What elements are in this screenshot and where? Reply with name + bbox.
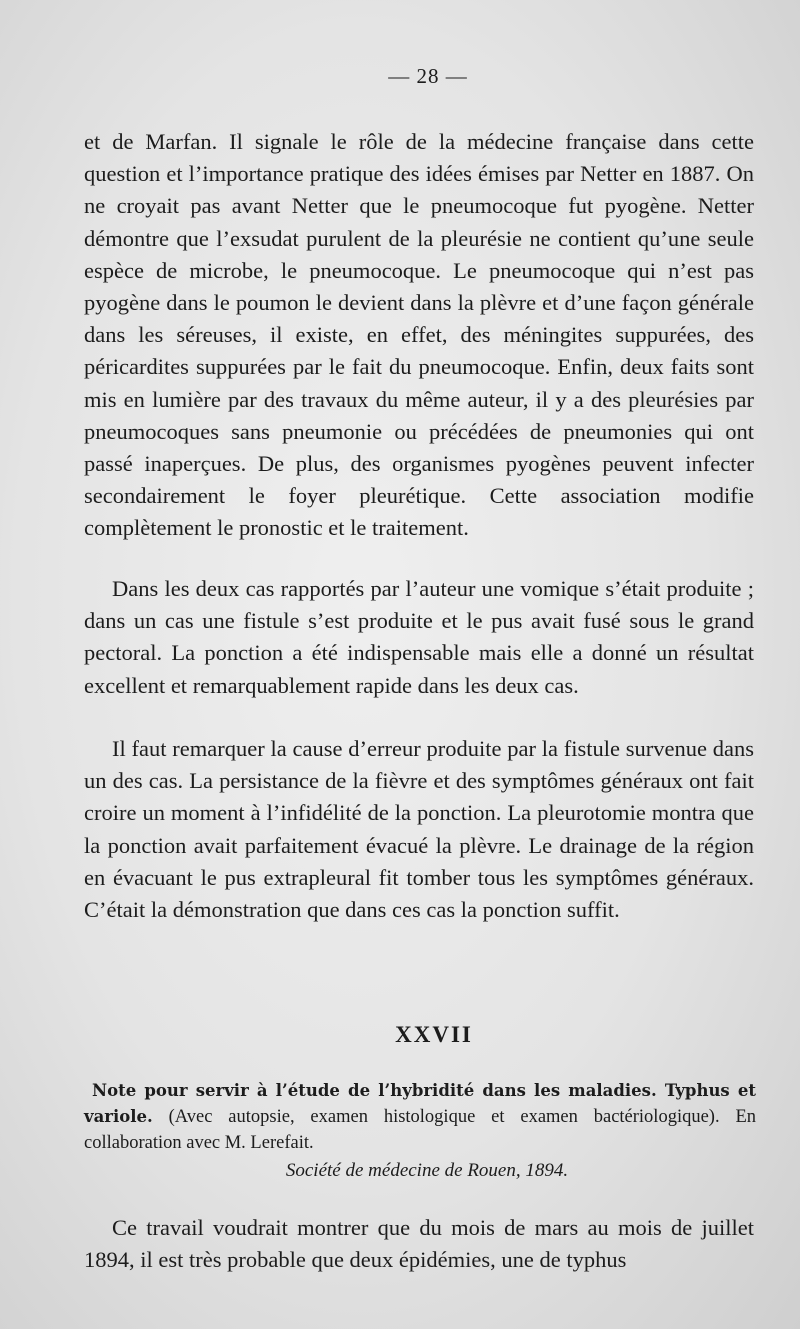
source-citation: Société de médecine de Rouen, 1894. <box>285 1160 569 1181</box>
section-heading: XXVII <box>395 1022 473 1047</box>
note-details: (Avec autopsie, examen histologique et examen bactériologique). En collaboration avec M. Lerefait. <box>84 1107 756 1153</box>
paragraph-1: et de Marfan. Il signale le rôle de la médecine française dans cette question et l’importance pratique des idées émises par Netter en 1887. On ne croyait pas avant Netter que le pneumocoque fut pyogène. Netter démontre que l’exsudat purulent de la pleurésie ne contient qu’une seule espèce de microbe, le pneumocoque. Le pneumocoque qui n’est pas pyogène dans le poumon le devient dans la plèvre et d’une façon générale dans les séreuses, il existe, en effet, des méningites suppurées, des péricardites suppurées par le fait du pneumocoque. Enfin, deux faits sont mis en lumière par des travaux du même auteur, il y a des pleurésies par pneumocoques sans pneumonie ou précédées de pneumonies qui ont passé inaperçues. De plus, des organismes pyogènes peuvent infecter secondairement le foyer pleurétique. Cette association modifie complètement le pronostic et le traitement. <box>84 129 754 541</box>
paragraph-4: Ce travail voudrait montrer que du mois de mars au mois de juillet 1894, il est très probable que deux épidémies, une de typhus <box>84 1215 754 1273</box>
paragraph-2: Dans les deux cas rapportés par l’auteur une vomique s’était produite ; dans un cas une fistule s’est produite et le pus avait fusé sous le grand pectoral. La ponction a été indispensable mais elle a donné un résultat excellent et remarquablement rapide dans les deux cas. <box>84 576 754 698</box>
page-number: — 28 — <box>388 64 468 88</box>
paragraph-3: Il faut remarquer la cause d’erreur produite par la fistule survenue dans un des cas. La persistance de la fièvre et des symptômes généraux ont fait croire un moment à l’infidélité de la ponction. La pleurotomie montra que la ponction avait parfaitement évacué la plèvre. Le drainage de la région en évacuant le pus extrapleural fit tomber tous les symptômes généraux. C’était la démonstration que dans ces cas la ponction suffit. <box>84 736 754 923</box>
note-title: Note pour servir à l’étude de l’hybridité dans les maladies. Typhus et variole. <box>84 1081 756 1126</box>
section-note <box>84 1078 756 1156</box>
